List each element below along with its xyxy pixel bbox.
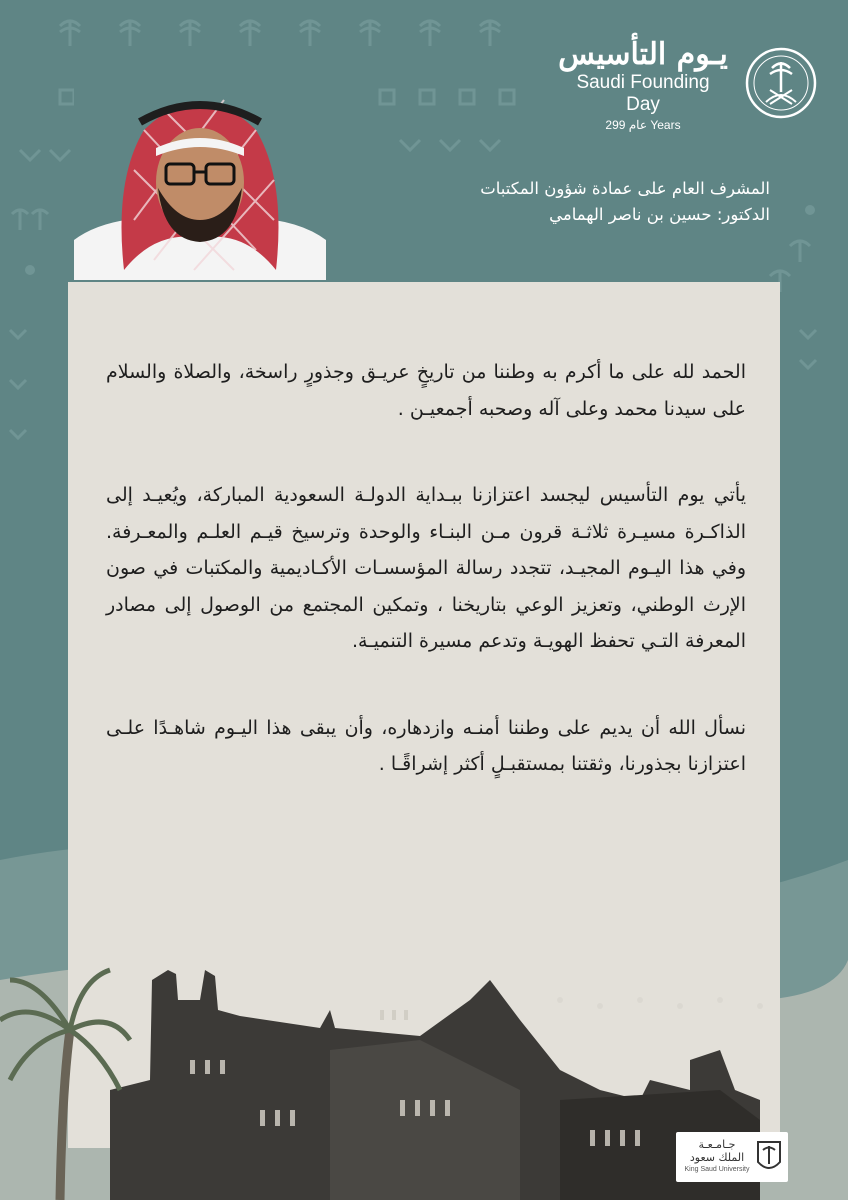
ksu-crest-icon (756, 1138, 782, 1176)
logo-text (558, 38, 728, 134)
paragraph-opening: الحمد لله على ما أكرم به وطننا من تاريخٍ عريـق وجذورٍ راسخة، والصلاة والسلام على سيدنا محمد وعلى آله وصحبه أجمعيـن . (106, 361, 746, 420)
logo-english: Saudi Founding Day (576, 72, 710, 115)
saudi-founding-day-seal-icon (742, 44, 820, 122)
founding-day-logo (558, 37, 820, 132)
paragraph-closing: نسأل الله أن يديم على وطننا أمنـه وازدهاره، وأن يبقى هذا اليـوم شاهـدًا علـى اعتزازنا بجذورنا، وثقتنا بمستقبـلٍ أكثر إشراقًـا . (106, 716, 746, 775)
person-name: الدكتور: حسين بن ناصر الهمامي (549, 205, 770, 224)
message-body (106, 354, 746, 833)
ksu-logo (676, 1132, 788, 1182)
mud-brick-ruins (110, 970, 760, 1200)
portrait-photo (74, 70, 326, 280)
paragraph-main: يأتي يوم التأسيس ليجسد اعتزازنا ببـداية الدولـة السعودية المباركة، ويُعيـد إلى الذاكـرة مسيـرة ثلاثـة قرون مـن البنـاء والوحدة وترسيخ قيـم العلـم والمعـرفة. وفي هذا اليـوم المجيـد، تتجدد رسالة المؤسسـات الأكـاديمية والمكتبات في صون الإرث الوطني، وتعزيز الوعي بتاريخنا ، وتمكين المجتمع من الوصول إلى مصادر المعرفة التـي تحفظ الهويـة وتدعم مسيرة التنميـة. (106, 484, 746, 652)
position-title: المشرف العام على عمادة شؤون المكتبات (480, 179, 770, 198)
portrait-illustration (74, 70, 326, 280)
ksu-arabic-line2: الملك سعود (689, 1151, 745, 1164)
ksu-arabic-name (682, 1138, 752, 1164)
logo-years: عام 299 Years (605, 118, 681, 132)
logo-arabic: يـوم التأسيس (558, 37, 728, 72)
supervisor-title (350, 176, 770, 228)
ksu-english-name: King Saud University (684, 1166, 750, 1173)
ksu-arabic-line1: جـامـعـة (698, 1138, 736, 1151)
